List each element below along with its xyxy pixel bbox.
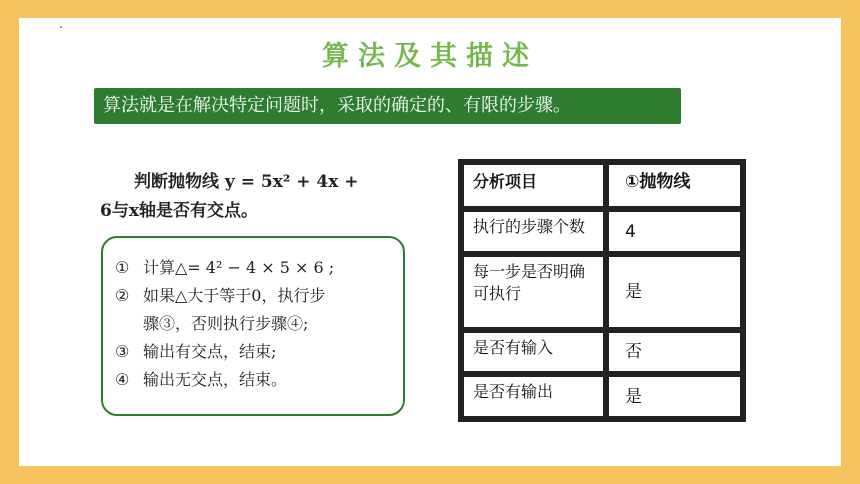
step-number: ④ (115, 370, 130, 389)
problem-line-1: 判断抛物线 y = 5x² + 4x + (134, 172, 359, 192)
step-4 (115, 366, 403, 394)
table-row (461, 254, 743, 329)
table-cell-key: 执行的步骤个数 (461, 209, 606, 254)
step-number: ③ (115, 342, 130, 361)
step-text: 如果△大于等于0，执行步 (143, 286, 326, 305)
table-header-key: 分析项目 (461, 162, 606, 209)
problem-statement (100, 168, 410, 226)
step-1 (115, 254, 403, 282)
table-row (461, 374, 743, 419)
table-cell-key: 是否有输入 (461, 330, 606, 375)
table-cell-value: 否 (606, 330, 743, 375)
page-title: 算法及其描述 (322, 41, 538, 72)
step-2 (115, 282, 403, 310)
step-text: 输出无交点，结束。 (143, 370, 288, 389)
table-header-row (461, 162, 743, 209)
decorative-dot (60, 26, 62, 28)
step-text: 输出有交点，结束; (143, 342, 277, 361)
table-cell-key: 是否有输出 (461, 374, 606, 419)
table-cell-key: 每一步是否明确可执行 (461, 254, 606, 329)
step-number: ② (115, 286, 130, 305)
table-row (461, 330, 743, 375)
step-text: 计算△= 4² − 4 × 5 × 6 ; (143, 258, 335, 277)
problem-line-2: 6与x轴是否有交点。 (100, 201, 258, 221)
table-cell-value: 是 (606, 254, 743, 329)
table-row (461, 209, 743, 254)
table-header-value: ①抛物线 (606, 162, 743, 209)
step-number: ① (115, 258, 130, 277)
definition-banner: 算法就是在解决特定问题时，采取的确定的、有限的步骤。 (94, 88, 681, 124)
table-cell-value: 4 (606, 209, 743, 254)
analysis-table (458, 159, 746, 422)
step-2-continued (115, 310, 403, 338)
table-cell-value: 是 (606, 374, 743, 419)
step-text: 骤③，否则执行步骤④; (143, 314, 309, 333)
algorithm-steps-box (101, 236, 405, 416)
step-3 (115, 338, 403, 366)
